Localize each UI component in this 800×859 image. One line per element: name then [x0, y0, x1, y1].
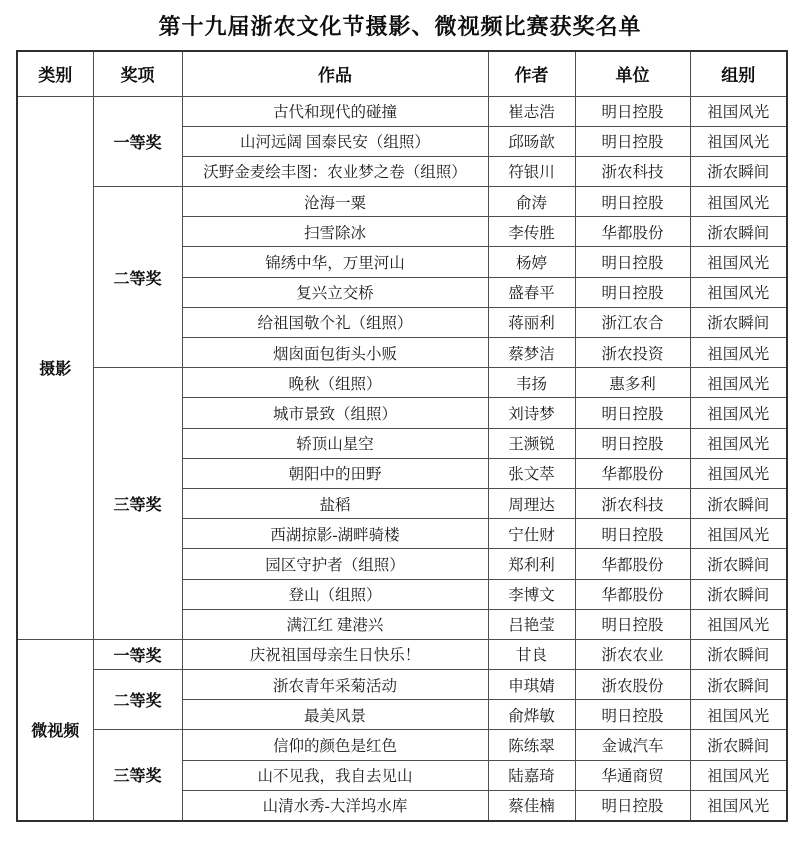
unit-cell: 明日控股 — [575, 700, 690, 730]
author-cell: 盛春平 — [488, 277, 575, 307]
unit-cell: 浙农科技 — [575, 156, 690, 186]
group-cell: 祖国风光 — [690, 458, 787, 488]
work-cell: 扫雪除冰 — [182, 217, 488, 247]
group-cell: 浙农瞬间 — [690, 730, 787, 760]
header-row — [17, 51, 787, 96]
unit-cell: 华都股份 — [575, 579, 690, 609]
unit-cell: 华都股份 — [575, 217, 690, 247]
work-cell: 登山（组照） — [182, 579, 488, 609]
work-cell: 烟囱面包街头小贩 — [182, 338, 488, 368]
author-cell: 周理达 — [488, 488, 575, 518]
group-cell: 祖国风光 — [690, 368, 787, 398]
award-cell: 一等奖 — [93, 639, 182, 669]
work-cell: 晚秋（组照） — [182, 368, 488, 398]
work-cell: 山不见我，我自去见山 — [182, 760, 488, 790]
author-cell: 崔志浩 — [488, 96, 575, 126]
group-cell: 祖国风光 — [690, 609, 787, 639]
group-cell: 祖国风光 — [690, 398, 787, 428]
award-cell: 三等奖 — [93, 368, 182, 640]
author-cell: 李传胜 — [488, 217, 575, 247]
group-cell: 浙农瞬间 — [690, 307, 787, 337]
work-cell: 盐稻 — [182, 488, 488, 518]
table-row — [17, 187, 787, 217]
author-cell: 宁仕财 — [488, 519, 575, 549]
unit-cell: 华通商贸 — [575, 760, 690, 790]
unit-cell: 惠多利 — [575, 368, 690, 398]
award-cell: 三等奖 — [93, 730, 182, 821]
group-cell: 祖国风光 — [690, 338, 787, 368]
unit-cell: 华都股份 — [575, 549, 690, 579]
unit-cell: 明日控股 — [575, 277, 690, 307]
group-cell: 祖国风光 — [690, 247, 787, 277]
unit-cell: 明日控股 — [575, 126, 690, 156]
author-cell: 蒋丽利 — [488, 307, 575, 337]
work-cell: 最美风景 — [182, 700, 488, 730]
author-cell: 吕艳莹 — [488, 609, 575, 639]
table-row — [17, 96, 787, 126]
unit-cell: 明日控股 — [575, 96, 690, 126]
group-cell: 祖国风光 — [690, 96, 787, 126]
column-header-unit: 单位 — [575, 51, 690, 96]
group-cell: 祖国风光 — [690, 760, 787, 790]
author-cell: 陆嘉琦 — [488, 760, 575, 790]
author-cell: 俞涛 — [488, 187, 575, 217]
unit-cell: 金诚汽车 — [575, 730, 690, 760]
page-title: 第十九届浙农文化节摄影、微视频比赛获奖名单 — [158, 14, 642, 39]
unit-cell: 明日控股 — [575, 187, 690, 217]
group-cell: 浙农瞬间 — [690, 639, 787, 669]
category-cell: 摄影 — [17, 96, 93, 639]
table-row — [17, 730, 787, 760]
unit-cell: 浙农农业 — [575, 639, 690, 669]
work-cell: 庆祝祖国母亲生日快乐！ — [182, 639, 488, 669]
author-cell: 邱旸歆 — [488, 126, 575, 156]
author-cell: 李博文 — [488, 579, 575, 609]
column-header-award: 奖项 — [93, 51, 182, 96]
work-cell: 锦绣中华，万里河山 — [182, 247, 488, 277]
award-cell: 二等奖 — [93, 670, 182, 730]
group-cell: 浙农瞬间 — [690, 579, 787, 609]
work-cell: 沧海一粟 — [182, 187, 488, 217]
table-row — [17, 368, 787, 398]
group-cell: 浙农瞬间 — [690, 488, 787, 518]
author-cell: 符银川 — [488, 156, 575, 186]
author-cell: 蔡佳楠 — [488, 790, 575, 820]
work-cell: 满江红 建港兴 — [182, 609, 488, 639]
author-cell: 申琪婧 — [488, 670, 575, 700]
column-header-group: 组别 — [690, 51, 787, 96]
work-cell: 沃野金麦绘丰图：农业梦之卷（组照） — [182, 156, 488, 186]
work-cell: 城市景致（组照） — [182, 398, 488, 428]
group-cell: 浙农瞬间 — [690, 156, 787, 186]
group-cell: 祖国风光 — [690, 790, 787, 820]
work-cell: 古代和现代的碰撞 — [182, 96, 488, 126]
group-cell: 浙农瞬间 — [690, 217, 787, 247]
group-cell: 祖国风光 — [690, 187, 787, 217]
unit-cell: 明日控股 — [575, 790, 690, 820]
award-cell: 一等奖 — [93, 96, 182, 187]
award-cell: 二等奖 — [93, 187, 182, 368]
author-cell: 俞烨敏 — [488, 700, 575, 730]
awards-table — [16, 50, 788, 822]
unit-cell: 明日控股 — [575, 247, 690, 277]
unit-cell: 浙农投资 — [575, 338, 690, 368]
author-cell: 张文萃 — [488, 458, 575, 488]
table-row — [17, 639, 787, 669]
column-header-author: 作者 — [488, 51, 575, 96]
work-cell: 给祖国敬个礼（组照） — [182, 307, 488, 337]
table-row — [17, 670, 787, 700]
author-cell: 杨婷 — [488, 247, 575, 277]
group-cell: 祖国风光 — [690, 428, 787, 458]
work-cell: 轿顶山星空 — [182, 428, 488, 458]
author-cell: 甘良 — [488, 639, 575, 669]
author-cell: 刘诗梦 — [488, 398, 575, 428]
work-cell: 复兴立交桥 — [182, 277, 488, 307]
author-cell: 郑利利 — [488, 549, 575, 579]
group-cell: 祖国风光 — [690, 519, 787, 549]
group-cell: 浙农瞬间 — [690, 549, 787, 579]
column-header-work: 作品 — [182, 51, 488, 96]
unit-cell: 浙农科技 — [575, 488, 690, 518]
column-header-category: 类别 — [17, 51, 93, 96]
work-cell: 信仰的颜色是红色 — [182, 730, 488, 760]
work-cell: 西湖掠影-湖畔骑楼 — [182, 519, 488, 549]
author-cell: 王濒锐 — [488, 428, 575, 458]
group-cell: 祖国风光 — [690, 126, 787, 156]
unit-cell: 明日控股 — [575, 428, 690, 458]
author-cell: 韦扬 — [488, 368, 575, 398]
group-cell: 祖国风光 — [690, 700, 787, 730]
unit-cell: 浙农股份 — [575, 670, 690, 700]
work-cell: 山清水秀-大洋坞水库 — [182, 790, 488, 820]
category-cell: 微视频 — [17, 639, 93, 820]
awards-table-body — [17, 96, 787, 821]
work-cell: 浙农青年采菊活动 — [182, 670, 488, 700]
work-cell: 园区守护者（组照） — [182, 549, 488, 579]
unit-cell: 明日控股 — [575, 519, 690, 549]
group-cell: 祖国风光 — [690, 277, 787, 307]
unit-cell: 明日控股 — [575, 398, 690, 428]
author-cell: 陈练翠 — [488, 730, 575, 760]
author-cell: 蔡梦洁 — [488, 338, 575, 368]
unit-cell: 华都股份 — [575, 458, 690, 488]
work-cell: 山河远阔 国泰民安（组照） — [182, 126, 488, 156]
work-cell: 朝阳中的田野 — [182, 458, 488, 488]
unit-cell: 浙江农合 — [575, 307, 690, 337]
group-cell: 浙农瞬间 — [690, 670, 787, 700]
unit-cell: 明日控股 — [575, 609, 690, 639]
